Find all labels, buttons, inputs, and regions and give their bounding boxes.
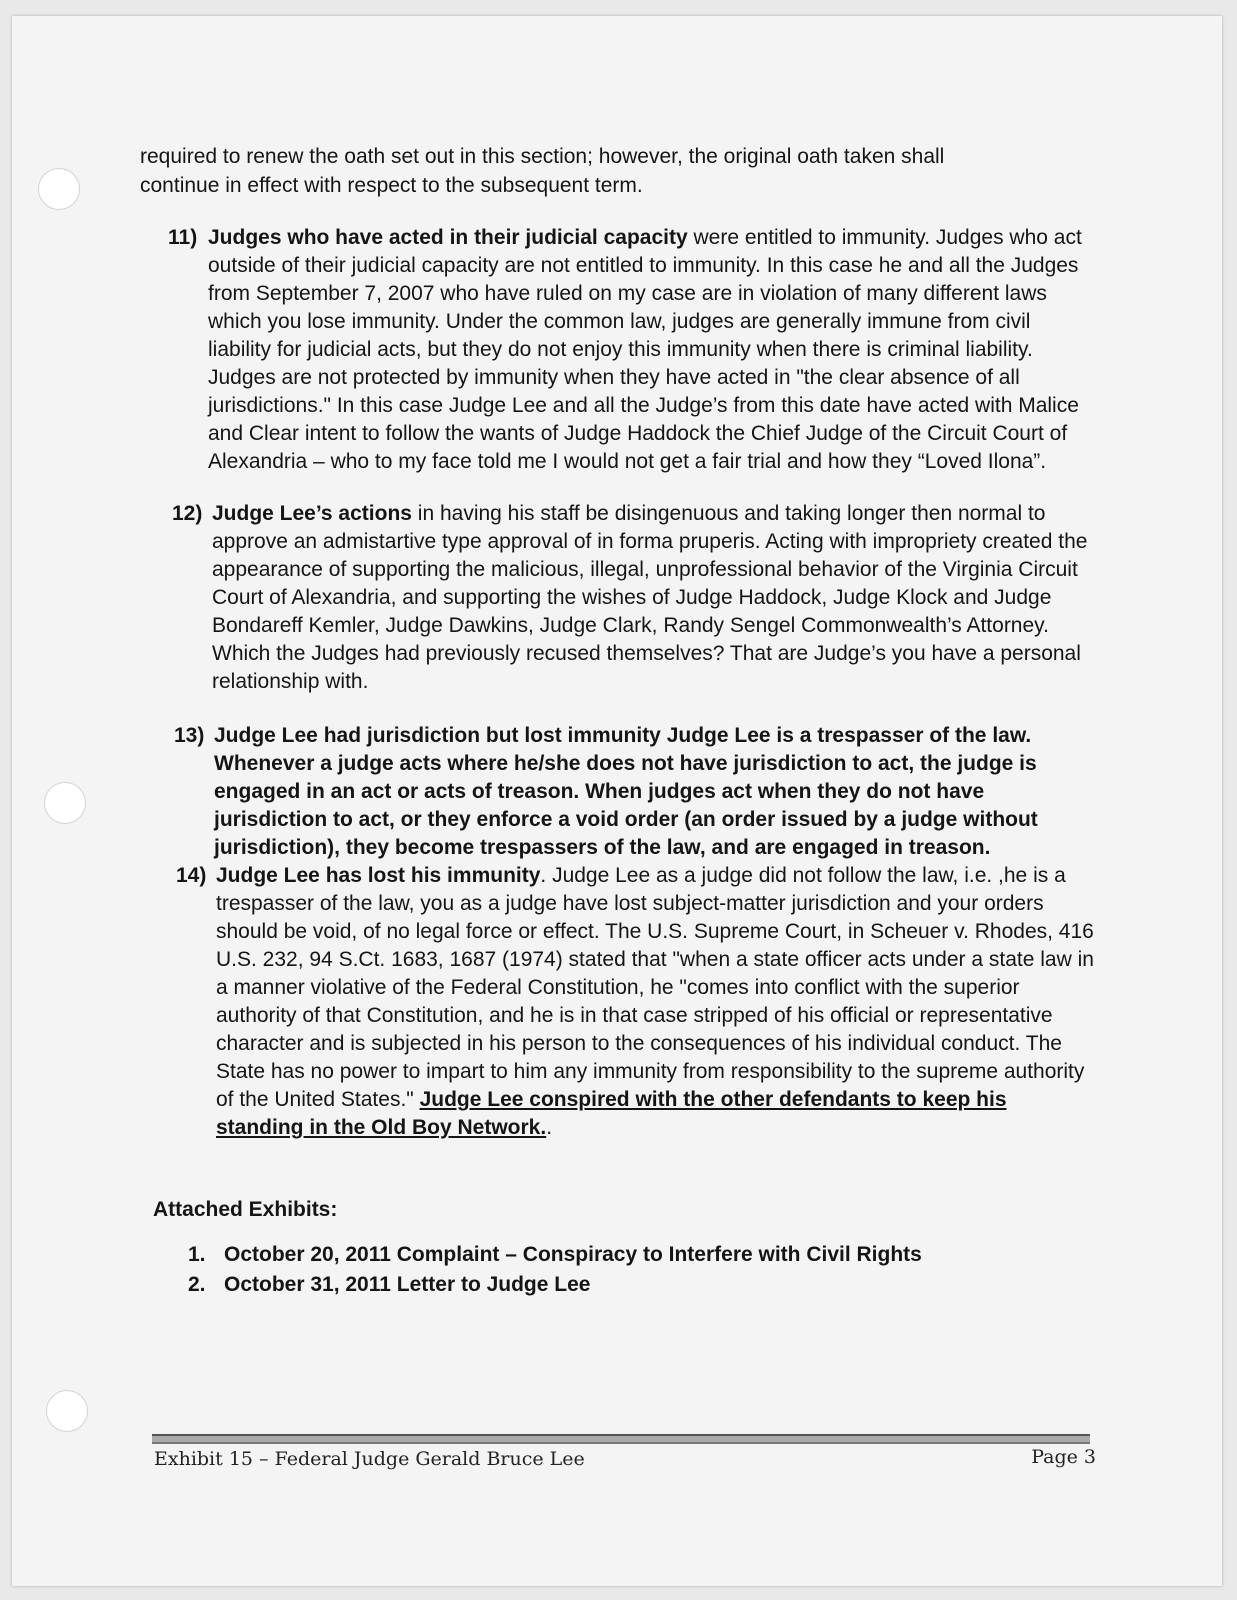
paragraph-number: 14) xyxy=(176,864,207,887)
paragraph-text: Judge Lee had jurisdiction but lost immunity Judge Lee is a trespasser of the law. Whenever a judge acts where he/she does not have jurisdiction to act, the judge is engaged in an act or acts of treason. When judges act when they do not have jurisdiction to act, or they enforce a void order (an order issued by a judge without jurisdiction), they become trespassers of the law, and are engaged in treason. xyxy=(214,724,1038,859)
paragraph-text: . Judge Lee as a judge did not follow the law, i.e. ,he is a trespasser of the law, you as a judge have lost subject-matter jurisdiction and your orders should be void, of no legal force or effect. The U.S. Supreme Court, in Scheuer v. Rhodes, 416 U.S. 232, 94 S.Ct. 1683, 1687 (1974) stated that "when a state officer acts under a state law in a manner violative of the Federal Constitution, he "comes into conflict with the superior authority of that Constitution, and he is in that case stripped of his official or representative character and is subjected in his person to the consequences of his individual conduct. The State has no power to impart to him any immunity from responsibility to the supreme authority of the United States." xyxy=(216,864,1094,1111)
footer-divider xyxy=(152,1434,1090,1444)
exhibits-heading: Attached Exhibits: xyxy=(153,1198,338,1221)
paragraph-text: were entitled to immunity. Judges who act outside of their judicial capacity are not entitled to immunity. In this case he and all the Judges from September 7, 2007 who have ruled on my case are in violation of many different laws which you lose immunity. Under the common law, judges are generally immune from civil liability for judicial acts, but they do not enjoy this immunity when there is criminal liability. Judges are not protected by immunity when they have acted in "the clear absence of all jurisdictions." In this case Judge Lee and all the Judge’s from this date have acted with Malice and Clear intent to follow the wants of Judge Haddock the Chief Judge of the Circuit Court of Alexandria – who to my face told me I would not get a fair trial and how they “Loved Ilona”. xyxy=(208,226,1082,473)
punch-hole-middle xyxy=(44,782,86,824)
paragraph-number: 12) xyxy=(172,502,203,525)
punch-hole-top xyxy=(38,168,80,210)
paragraph-number: 11) xyxy=(168,226,198,249)
document-body xyxy=(140,142,1095,1300)
paragraph-tail: . xyxy=(546,1116,553,1139)
punch-hole-bottom xyxy=(46,1390,88,1432)
footer-title: Exhibit 15 – Federal Judge Gerald Bruce Lee xyxy=(154,1448,585,1470)
paragraph-lead: Judge Lee has lost his immunity xyxy=(216,864,541,887)
paragraph-14 xyxy=(176,862,1095,1142)
paragraph-11 xyxy=(168,224,1095,476)
paragraph-number: 13) xyxy=(174,724,205,747)
paragraph-13 xyxy=(174,722,1095,862)
exhibits-list xyxy=(188,1240,1095,1300)
paragraph-closing-statement: Judge Lee conspired with the other defendants to keep his standing in the Old Boy Network. xyxy=(216,1088,1007,1139)
paragraph-lead: Judges who have acted in their judicial capacity xyxy=(208,226,688,249)
exhibit-item: 2. October 31, 2011 Letter to Judge Lee xyxy=(188,1273,591,1296)
intro-line-1: required to renew the oath set out in this section; however, the original oath taken shall xyxy=(140,145,945,168)
page-number: Page 3 xyxy=(1031,1446,1096,1468)
intro-paragraph xyxy=(140,142,1095,200)
exhibit-item: 1. October 20, 2011 Complaint – Conspiracy to Interfere with Civil Rights xyxy=(188,1243,922,1266)
paragraph-12 xyxy=(172,500,1095,696)
paragraph-text: in having his staff be disingenuous and taking longer then normal to approve an admistartive type approval of in forma pruperis. Acting with impropriety created the appearance of supporting the malicious, illegal, unprofessional behavior of the Virginia Circuit Court of Alexandria, and supporting the wishes of Judge Haddock, Judge Klock and Judge Bondareff Kemler, Judge Dawkins, Judge Clark, Randy Sengel Commonwealth’s Attorney. Which the Judges had previously recused themselves? That are Judge’s you have a personal relationship with. xyxy=(212,502,1088,693)
intro-line-2: continue in effect with respect to the subsequent term. xyxy=(140,174,643,197)
document-page xyxy=(12,16,1222,1586)
paragraph-lead: Judge Lee’s actions xyxy=(212,502,412,525)
